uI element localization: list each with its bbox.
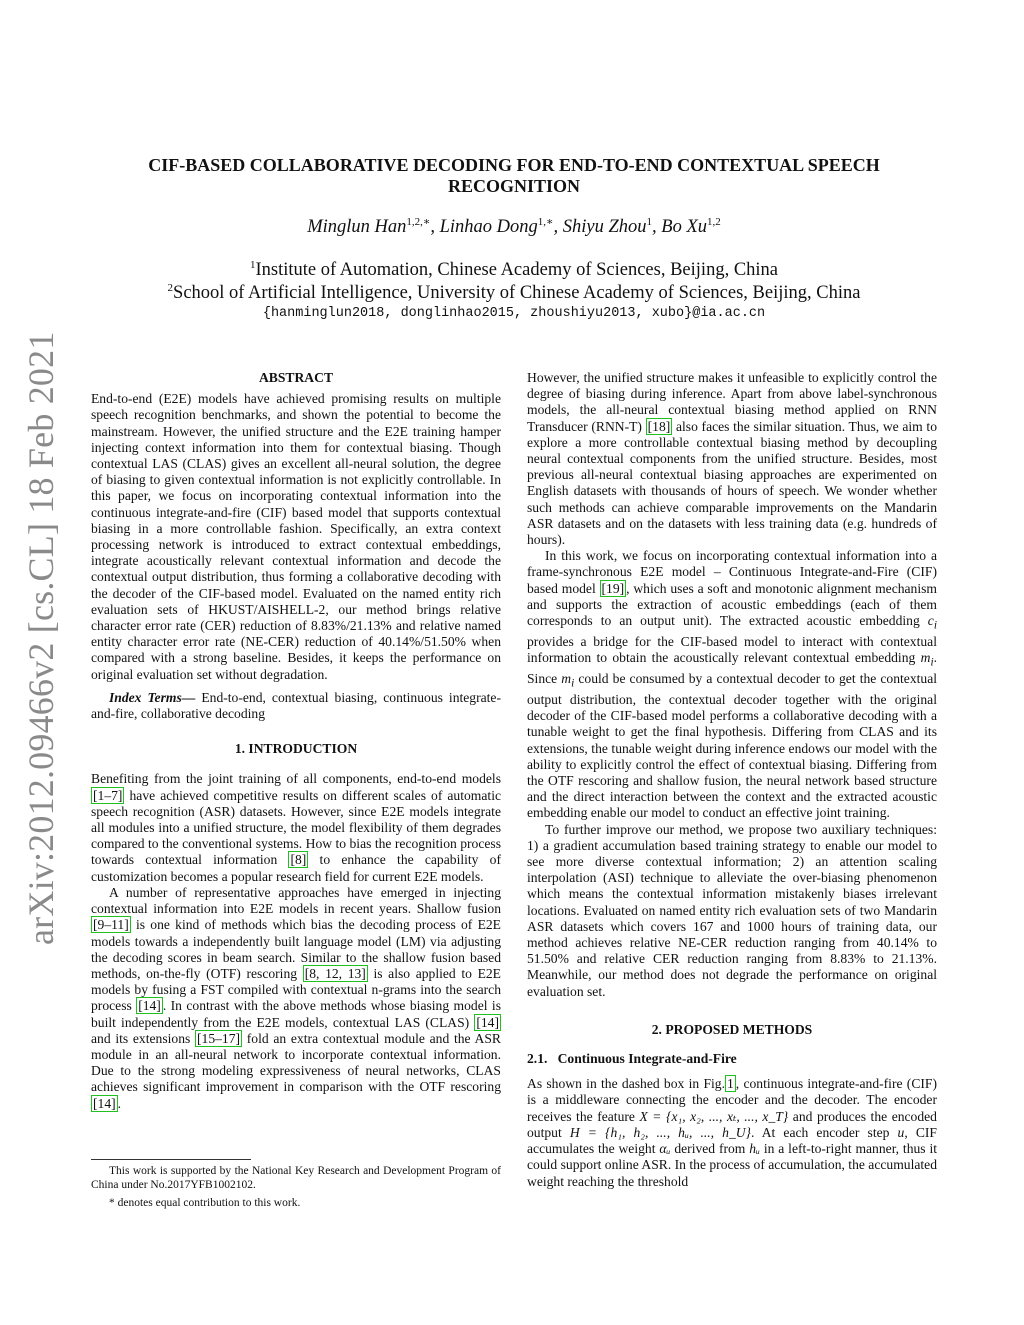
left-column [91,370,501,1112]
title-line-1: CIF-BASED COLLABORATIVE DECODING FOR END-TO-END CONTEXTUAL SPEECH [148,155,880,175]
affiliation-text: Institute of Automation, Chinese Academy of Sciences, Beijing, China [255,260,779,281]
text-run: have achieved competitive results on different scales of automatic speech recognition (ASR) datasets. However, since E2E models integrate all modules into a unified structure, the model flexibility of them degrades compared to the conventional systems. How to bias the recognition process towards contextual information [91,787,501,868]
text-run: to enhance the capability of customization becomes a popular research field for current E2E models. [91,852,502,884]
citation-link[interactable]: [18] [647,418,671,434]
math-subscript: i [933,619,937,632]
math-symbol: m [920,650,931,666]
text-run: Benefiting from the joint training of all components, end-to-end models [91,771,501,787]
footnote-funding [91,1164,501,1192]
author-list: Minglun Han$^{1,2,∗}$, Linhao Dong$^{1,∗}$, Shiyu Zhou$^1$, Bo Xu$^{1,2}$ [307,216,721,238]
text-run: . Since [527,650,937,687]
citation-link[interactable]: [8] [290,852,307,868]
abstract-text: End-to-end (E2E) models have achieved promising results on multiple speech recognition benchmarks, and shown the potential to become the mainstream. However, the unified structure and the E2E training hamper injecting context information into them for contextual biasing. Though contextual LAS (CLAS) gives an excellent all-neural solution, the degree of biasing to given contextual information is not explicitly controllable. In this paper, we focus on incorporating contextual information into the continuous integrate-and-fire (CIF) based model that supports contextual biasing in a more controllable fashion. Specifically, an extra context processing network is introduced to extract contextual embeddings, integrate acoustically relevant contextual information and decode the contextual output distribution, thus forming a collaborative decoding with the decoder of the CIF-based model. Evaluated on the named entity rich evaluation sets of HKUST/AISHELL-2, our method brings relative character error rate (CER) reduction of 8.83%/21.13% and relative named entity character error rate (NE-CER) reduction of 40.14%/51.50% when compared with a strong baseline. Besides, it keeps the performance on original evaluation set without degradation. [91,391,501,682]
text-run: . At each encoder step [751,1124,898,1140]
text-run: As shown in the dashed box in Fig. [527,1076,725,1092]
text-run: A number of representative approaches have emerged in injecting contextual information into E2E models in recent years. Shallow fusion [91,884,501,917]
author-affiliation-mark: 1,∗ [537,216,554,228]
text-run: in a left-to-right manner, thus it could support online ASR. In the process of accumulation, the accumulated weight reaching the threshold [527,1141,937,1189]
proposed-methods-heading: 2. PROPOSED METHODS [651,1021,813,1037]
text-run: . In contrast with the above methods whose biasing model is built independently from the E2E models, contextual LAS (CLAS) [91,998,501,1030]
author-affiliation-mark: 1,2 [707,216,721,228]
affiliation-text: School of Artificial Intelligence, University of Chinese Academy of Sciences, Beijing, China [173,283,861,304]
citation-link[interactable]: [19] [601,580,625,596]
affiliation-2 [90,282,938,304]
text-run: In this work, we focus on incorporating contextual information into a frame-synchronous E2E model – Continuous Integrate-and-Fire (CIF) based model [527,548,937,596]
math-subscript: i [930,656,934,669]
author-name: Shiyu Zhou [562,217,647,238]
citation-link[interactable]: [14] [93,1095,116,1111]
right-paragraph-3: To further improve our method, we propose two auxiliary techniques: 1) a gradient accumulation based training strategy to enable our model to see more diverse contextual information; 2) an attention scaling interpolation (ASI) technique to alleviate the over-biasing phenomenon which means the contextual information mistakenly biases irrelevant locations. Evaluated on named entity rich evaluation sets of two Mandarin ASR datasets which covers 167 and 1000 hours of training data, our method achieves relative NE-CER reduction ranging from 40.14% to 51.50% and relative CER reduction ranging from 8.83% to 21.13%. Meanwhile, our method does not degrade the performance on original evaluation set. [527,821,937,999]
arxiv-identifier[interactable]: arXiv:2012.09466v2 [cs.CL] 18 Feb 2021 [21,331,61,945]
author-name: Minglun Han [307,217,407,238]
math-symbol: hᵤ [749,1141,761,1157]
math-symbol: u [897,1124,905,1140]
text-run: . [117,1095,122,1111]
author-name: Linhao Dong [439,217,538,238]
introduction-heading: 1. INTRODUCTION [234,741,358,757]
citation-link[interactable]: [9–11] [93,917,129,933]
math-expression: X = {x₁, x₂, ..., xₜ, ..., x_T} [639,1108,789,1124]
paper-title [90,155,938,197]
index-terms [91,690,501,722]
footnote-equal-contribution [91,1196,501,1210]
citation-link[interactable]: [8, 12, 13] [304,965,366,981]
affiliation-1 [90,259,938,281]
intro-paragraph-2 [91,885,501,1112]
text-run: derived from [670,1141,750,1157]
citation-link[interactable]: [15–17] [197,1030,241,1046]
text-run: , CIF accumulates the weight [527,1124,937,1157]
author-affiliation-mark: 1 [646,216,653,228]
text-run: and its extensions [91,1030,196,1046]
figure-link[interactable]: 1 [727,1076,734,1092]
abstract-heading: ABSTRACT [258,370,334,385]
author-emails: {hanminglun2018, donglinhao2015, zhoushiyu2013, xubo}@ia.ac.cn [262,306,766,321]
author-name: Bo Xu [661,217,708,238]
math-expression: H = {h₁, h₂, ..., hᵤ, ..., h_U} [569,1124,751,1140]
math-symbol: m [561,671,572,687]
text-run: , which uses a soft and monotonic alignment mechanism and supports the extraction of acoustic embeddings (each of them corresponds to an output unit). The extracted acoustic embedding [527,580,937,629]
footnote-text: This work is supported by the National Key Research and Development Program of China under No.2017YFB1002102. [91,1165,501,1191]
math-subscript: i [571,677,575,690]
right-paragraph-1 [527,370,937,548]
text-run: provides a bridge for the CIF-based model to interact with contextual information to obtain the acoustically relevant contextual embedding [527,633,937,666]
text-run: also faces the similar situation. Thus, we aim to explore a more controllable contextual biasing method by decoupling neural contextual components from the unified structure. Besides, most previous all-neural contextual biasing approaches are experimented on English datasets with thousands of hours of speech. We wonder whether such methods can achieve comparable improvements on the Mandarin ASR datasets and on the datasets with less training data (e.g. hundreds of hours). [527,418,937,548]
citation-link[interactable]: [14] [138,998,161,1014]
right-paragraph-2 [527,548,937,821]
text-run: , continuous integrate-and-fire (CIF) is a middleware connecting the encoder and the decoder. The encoder receives the feature [527,1076,937,1124]
text-run: fold an extra contextual module and the ASR module in an all-neural network to incorporate contextual information. Due to the strong modeling expressiveness of neural networks, CLAS achieves significant improvement in comparison with the OTF rescoring [91,1030,502,1095]
text-run: could be consumed by a contextual decoder to get the contextual output distribution, the contextual decoder together with the original decoder of the CIF-based model performs a collaborative decoding with a tunable weight to get the final hypothesis. Differing from CLAS and its extensions, the tunable weight during inference endows our model with the ability to explicitly control the effect of contextual biasing. Differing from the OTF rescoring and shallow fusion, the neural network based structure and the direct interaction between the context and the extracted acoustic embedding enable our model to conduct an effective joint training. [527,671,938,821]
index-terms-label: Index Terms— [109,689,196,705]
footnote-text: * denotes equal contribution to this work. [109,1197,301,1209]
footnote-divider [91,1159,251,1160]
title-line-2: RECOGNITION [447,176,581,196]
citation-link[interactable]: [1–7] [93,787,123,803]
text-run: is one kind of methods which bias the decoding process of E2E models towards a independently built language model (LM) via adjusting the decoding scores in beam search. Similar to the shallow fusion based methods, on-the-fly (OTF) rescoring [91,917,501,981]
right-paragraph-4 [527,1076,937,1189]
affiliation-mark: 1 [249,259,256,271]
math-symbol: c [927,613,934,629]
text-run: However, the unified structure makes it unfeasible to explicitly control the degree of biasing during inference. Apart from above label-synchronous models, the all-neural contextual biasing method applied on RNN Transducer (RNN-T) [527,370,937,434]
index-terms-text: End-to-end, contextual biasing, continuous integrate-and-fire, collaborative decoding [91,689,501,722]
text-run: and produces the encoded output [527,1108,937,1140]
text-run: is also applied to E2E models by fusing a FST compiled with contextual n-grams into the search process [91,965,501,1014]
author-affiliation-mark: 1,2,∗ [406,216,431,228]
affiliation-mark: 2 [167,282,174,294]
citation-link[interactable]: [14] [476,1014,499,1030]
math-symbol: αᵤ [659,1141,671,1157]
cif-subsection-heading: 2.1. Continuous Integrate-and-Fire [527,1051,737,1067]
right-column [527,370,937,1190]
intro-paragraph-1 [91,771,501,884]
